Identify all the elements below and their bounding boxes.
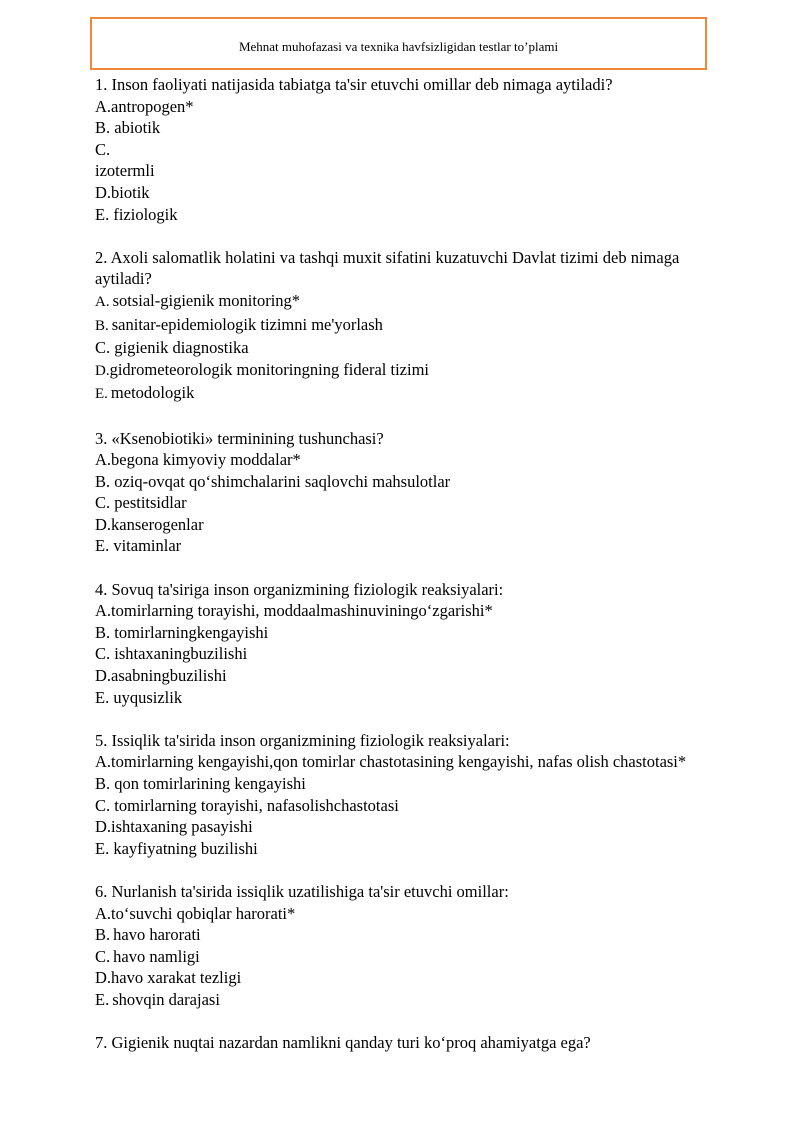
question-2 <box>95 247 710 406</box>
option-text: tomirlarning torayishi, nafasolishchastotasi <box>114 795 399 815</box>
option-letter: E. <box>95 687 114 707</box>
option-text: tomirlarning torayishi, moddaalmashinuviningo‘zgarishi* <box>111 601 493 621</box>
answer-option-c <box>95 337 710 359</box>
question-text: 5. Issiqlik ta'sirida inson organizmining fiziologik reaksiyalari: <box>95 730 510 750</box>
option-text: begona kimyoviy moddalar* <box>111 450 301 470</box>
answer-option-c <box>95 946 710 968</box>
question-text: 3. «Ksenobiotiki» terminining tushunchasi? <box>95 428 384 448</box>
answer-option-d <box>95 514 710 536</box>
answer-option-a <box>95 449 710 471</box>
question-text: 7. Gigienik nuqtai nazardan namlikni qanday turi ko‘proq ahamiyatga ega? <box>95 1033 591 1053</box>
option-letter: E. <box>95 838 114 858</box>
option-text: abiotik <box>114 118 161 138</box>
option-letter: C. <box>95 644 115 664</box>
option-letter: E. <box>95 536 114 556</box>
option-text: sotsial-gigienik monitoring* <box>112 290 301 310</box>
answer-option-d <box>95 967 710 989</box>
option-text: asabningbuzilishi <box>111 666 227 686</box>
option-letter: C. <box>95 139 111 159</box>
option-letter: E. <box>95 204 114 224</box>
option-letter: A. <box>95 293 110 310</box>
option-text: tomirlarning kengayishi,qon tomirlar chastotasining kengayishi, nafas olish chastotasi* <box>111 752 687 772</box>
answer-option-d <box>95 816 710 838</box>
option-letter: D. <box>95 666 112 686</box>
option-letter: B. <box>95 925 111 945</box>
option-text: kanserogenlar <box>111 514 204 534</box>
option-text: havo xarakat tezligi <box>111 968 242 988</box>
question-text: 6. Nurlanish ta'sirida issiqlik uzatilishiga ta'sir etuvchi omillar: <box>95 881 509 901</box>
option-letter: C. <box>95 946 111 966</box>
answer-option-c-continued <box>95 160 710 182</box>
option-text: tomirlarningkengayishi <box>114 622 269 642</box>
option-text: ishtaxaningbuzilishi <box>114 644 248 664</box>
document-title: Mehnat muhofazasi va texnika havfsizligidan testlar to’plami <box>238 39 559 54</box>
option-letter: C. <box>95 795 115 815</box>
answer-option-a <box>95 96 710 118</box>
option-text: metodologik <box>110 383 195 403</box>
option-text: sanitar-epidemiologik tizimni me'yorlash <box>111 314 383 334</box>
option-letter: A. <box>95 450 112 470</box>
question-4 <box>95 579 710 709</box>
option-text: pestitsidlar <box>114 493 187 513</box>
question-6 <box>95 881 710 1011</box>
answer-option-b <box>95 117 710 139</box>
option-text: izotermli <box>95 161 155 181</box>
option-text: gigienik diagnostika <box>114 338 249 358</box>
answer-option-c <box>95 492 710 514</box>
option-letter: D. <box>95 968 112 988</box>
option-letter: D. <box>95 817 112 837</box>
answer-option-a <box>95 751 710 773</box>
answer-option-b <box>95 471 710 493</box>
option-letter: B. <box>95 317 109 334</box>
option-letter: E. <box>95 989 110 1009</box>
question-text: 1. Inson faoliyati natijasida tabiatga ta'sir etuvchi omillar deb nimaga aytiladi? <box>95 75 613 94</box>
option-text: havo harorati <box>113 925 201 945</box>
option-letter: D. <box>95 514 112 534</box>
option-text: qon tomirlarining kengayishi <box>114 774 306 793</box>
answer-option-a <box>95 903 710 925</box>
answer-option-b <box>95 622 710 644</box>
option-letter: B. <box>95 622 115 642</box>
option-text: to‘suvchi qobiqlar harorati* <box>111 903 296 923</box>
question-5 <box>95 730 710 860</box>
option-letter: C. <box>95 338 115 358</box>
option-letter: D. <box>95 362 110 379</box>
option-letter: B. <box>95 118 115 138</box>
option-text: antropogen* <box>111 96 194 116</box>
answer-option-e <box>95 535 710 557</box>
option-text: oziq-ovqat qo‘shimchalarini saqlovchi mahsulotlar <box>114 471 451 491</box>
option-text: kayfiyatning buzilishi <box>113 838 258 858</box>
option-text: shovqin darajasi <box>112 989 220 1009</box>
answer-option-d <box>95 359 710 383</box>
option-letter: A. <box>95 96 112 116</box>
option-text: gidrometeorologik monitoringning fideral tizimi <box>109 359 429 379</box>
answer-option-e <box>95 687 710 709</box>
option-text: fiziologik <box>113 204 178 224</box>
question-list <box>95 74 710 1075</box>
option-letter: A. <box>95 752 112 772</box>
answer-option-a <box>95 290 710 314</box>
option-text: vitaminlar <box>113 536 182 556</box>
question-1 <box>95 74 710 225</box>
answer-option-d <box>95 182 710 204</box>
question-text: 4. Sovuq ta'siriga inson organizmining fiziologik reaksiyalari: <box>95 579 504 599</box>
answer-option-d <box>95 665 710 687</box>
answer-option-b <box>95 773 710 795</box>
option-letter: E. <box>95 386 108 403</box>
option-letter: A. <box>95 903 112 923</box>
answer-option-e <box>95 382 710 406</box>
answer-option-c <box>95 139 710 161</box>
question-3 <box>95 428 710 558</box>
answer-option-b <box>95 924 710 946</box>
question-7 <box>95 1032 710 1054</box>
option-letter: A. <box>95 601 112 621</box>
answer-option-c <box>95 643 710 665</box>
option-letter: D. <box>95 182 112 202</box>
answer-option-e <box>95 989 710 1011</box>
answer-option-c <box>95 795 710 817</box>
answer-option-a <box>95 600 710 622</box>
answer-option-e <box>95 838 710 860</box>
option-text: biotik <box>111 182 150 202</box>
option-text: ishtaxaning pasayishi <box>111 817 253 837</box>
answer-option-e <box>95 204 710 226</box>
header-box <box>90 17 707 70</box>
answer-option-b <box>95 314 710 338</box>
question-text: 2. Axoli salomatlik holatini va tashqi muxit sifatini kuzatuvchi Davlat tizimi deb nimaga aytiladi? <box>95 247 680 289</box>
option-letter: C. <box>95 493 115 513</box>
option-letter: B. <box>95 774 115 793</box>
option-text: havo namligi <box>113 946 200 966</box>
option-letter: B. <box>95 471 115 491</box>
option-text: uyqusizlik <box>113 687 183 707</box>
